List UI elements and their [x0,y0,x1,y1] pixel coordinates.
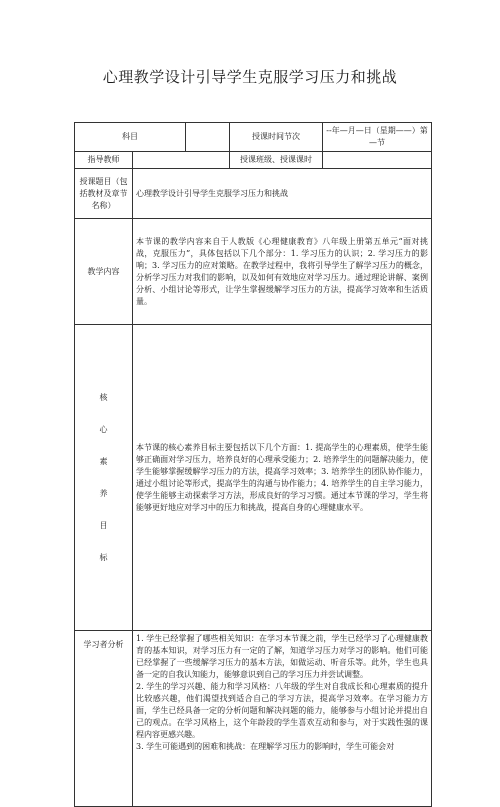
subject-value [186,123,230,152]
teacher-value [133,152,230,169]
class-value [323,152,432,169]
core-label-char: 目 [99,520,108,530]
core-label-char: 核 [99,392,108,402]
teacher-row [75,152,432,169]
topic-row [75,169,432,219]
time-label: 授课时间节次 [230,123,323,152]
content-row [75,219,432,325]
content-label: 教学内容 [75,219,133,325]
subject-row [75,123,432,152]
teacher-label: 指导教师 [75,152,133,169]
core-row [75,325,432,631]
analysis-label: 学习者分析 [75,631,133,807]
core-label-char: 心 [99,424,108,434]
class-label: 授课班级、授课课时 [230,152,323,169]
time-value: --年—月—日（星期——）第—节 [323,123,432,152]
analysis-paragraph: 3. 学生可能遇到的困难和挑战：在理解学习压力的影响时，学生可能会对 [136,742,395,751]
analysis-row [75,631,432,807]
document-title: 心理教学设计引导学生克服学习压力和挑战 [102,68,398,86]
analysis-paragraph: 1. 学生已经掌握了哪些相关知识：在学习本节课之前，学生已经学习了心理健康教育的基本知识，对学习压力有一定的了解，知道学习压力对学习的影响。他们可能已经掌握了一些缓解学习压力的基本方法，如做运动、听音乐等。此外，学生也具备一定的自我认知能力，能够意识到自己的学习压力并尝试调整。 [136,634,428,679]
core-text: 本节课的核心素养目标主要包括以下几个方面：1. 提高学生的心理素质，使学生能够正确面对学习压力，培养良好的心理承受能力；2. 培养学生的问题解决能力，使学生能够掌握缓解学习压力的方法，提高学习效率；3. 培养学生的团队协作能力，通过小组讨论等形式，提高学生的沟通与协作能力；4. 培养学生的自主学习能力，使学生能够主动探索学习方法，形成良好的学习习惯。通过本节课的学习，学生将能够更好地应对学习中的压力和挑战，提高自身的心理健康水平。 [133,325,432,631]
core-label-char: 养 [99,488,108,498]
analysis-paragraph: 2. 学生的学习兴趣、能力和学习风格：八年级的学生对自我成长和心理素质的提升比较感兴趣，他们渴望找到适合自己的学习方法，提高学习效率。在学习能力方面，学生已经具备一定的分析问题和解决问题的能力，能够参与小组讨论并提出自己的观点。在学习风格上，这个年龄段的学生喜欢互动和参与，对于实践性强的课程内容更感兴趣。 [136,682,428,739]
topic-label: 授课题目（包括教材及章节名称） [75,169,133,219]
analysis-text [133,631,432,807]
lesson-plan-table [74,122,432,807]
core-label-char: 素 [99,456,108,466]
content-text: 本节课的教学内容来自于人教版《心理健康教育》八年级上册第五单元“面对挑战，克服压力”，具体包括以下几个部分：1. 学习压力的认识；2. 学习压力的影响；3. 学习压力的应对策略。在教学过程中，我将引导学生了解学习压力的概念，分析学习压力对我们的影响，以及如何有效地应对学习压力。通过理论讲解、案例分析、小组讨论等形式，让学生掌握缓解学习压力的方法，提高学习效率和生活质量。 [133,219,432,325]
core-label [75,325,133,631]
core-label-char: 标 [99,552,108,562]
topic-value: 心理教学设计引导学生克服学习压力和挑战 [133,169,432,219]
subject-label: 科目 [75,123,186,152]
